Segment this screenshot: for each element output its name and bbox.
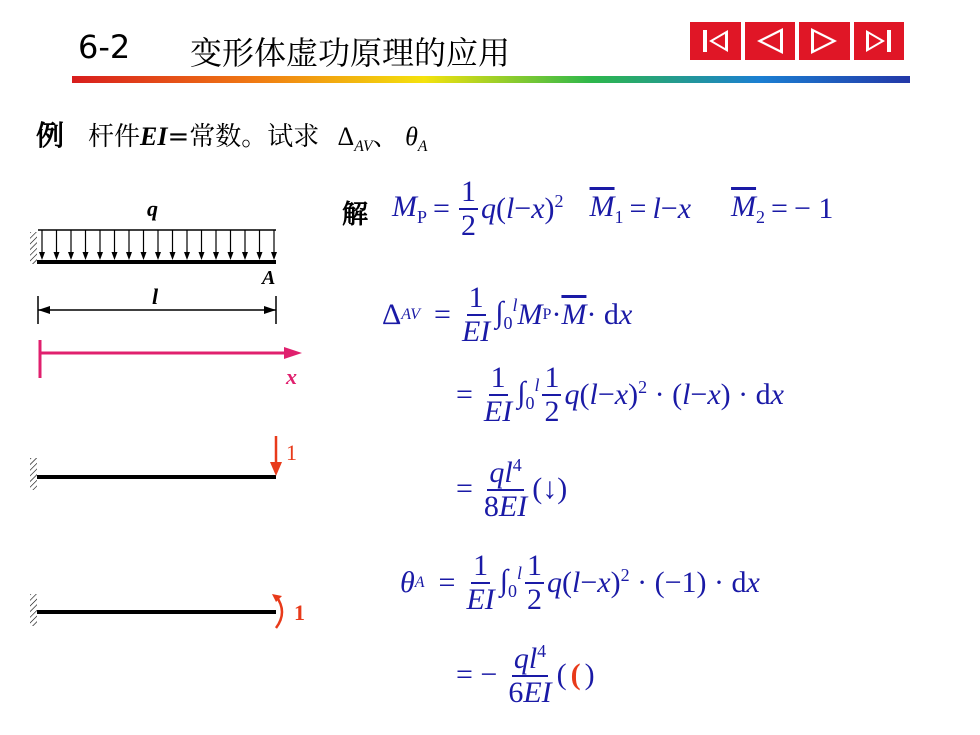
unit-moment-beam [30, 594, 305, 628]
load-arrow-head [242, 252, 248, 260]
slide-navigation [688, 20, 906, 62]
length-label: l [152, 284, 159, 309]
problem-targets: $\Delta_{AV}$、 $\theta_A$ [337, 122, 428, 156]
load-arrow-head [228, 252, 234, 260]
load-arrow-head [213, 252, 219, 260]
solution-label: 解 [342, 200, 369, 230]
load-arrow-head [271, 252, 277, 260]
next-page-button[interactable] [797, 20, 852, 62]
title-rule [72, 76, 910, 83]
problem-suffix: =常数。试求 [167, 122, 320, 152]
previous-page-icon [751, 26, 789, 56]
load-arrow-head [126, 252, 132, 260]
load-arrow-head [112, 252, 118, 260]
x-axis [40, 340, 302, 389]
beam-diagrams [22, 178, 322, 638]
load-arrow-head [257, 252, 263, 260]
unit-force-beam [30, 436, 297, 490]
first-page-button[interactable] [688, 20, 743, 62]
load-arrow-head [54, 252, 60, 260]
theta-a-equation: θ A = $\frac{1}{EI}$ $\int_0^l$ $\frac{1}{2}$ q ( l − x )$^2$ · (−1) · d x [400, 549, 760, 616]
last-page-button[interactable] [852, 20, 907, 62]
last-page-icon [860, 26, 898, 56]
unit-moment-label: 1 [294, 600, 305, 625]
load-arrow-head [199, 252, 205, 260]
section-number: 6-2 [78, 28, 131, 66]
theta-a-result: = − $\frac{ql^4}{6EI}$ ( ( ) [456, 641, 595, 709]
load-arrow-head [184, 252, 190, 260]
load-arrow-head [141, 252, 147, 260]
load-arrow-head [68, 252, 74, 260]
next-page-icon [805, 26, 843, 56]
delta-av-step: = $\frac{1}{EI}$ $\int_0^l$ $\frac{1}{2}$ q ( l − x )$^2$ · ( l − x ) · d x [456, 361, 784, 428]
load-arrow-head [97, 252, 103, 260]
load-arrow-head [155, 252, 161, 260]
first-page-icon [696, 26, 734, 56]
load-label: q [147, 196, 158, 221]
previous-page-button[interactable] [743, 20, 798, 62]
example-label: 例 [36, 119, 65, 152]
unit-force-label: 1 [286, 440, 297, 465]
delta-av-equation: Δ AV = $\frac{1}{EI}$ $\int_0^l$ M P · $\overline{M}$ · d x [382, 281, 633, 348]
problem-statement [88, 116, 427, 156]
section-title: 变形体虚功原理的应用 [190, 34, 511, 72]
load-arrow-head [83, 252, 89, 260]
loaded-beam [30, 196, 277, 324]
delta-av-result: = $\frac{ql^4}{8EI}$ (↓) [456, 455, 568, 523]
load-arrow-head [39, 252, 45, 260]
load-arrow-head [170, 252, 176, 260]
point-a-label: A [262, 267, 276, 289]
moment-equations: $M_P$ = $\frac{1}{2}$ q ( l − x )$^2$ $\overline{M}_1$ = l − x $\overline{M}_2$ = − 1 [392, 175, 834, 242]
problem-prefix: 杆件 [88, 122, 141, 152]
ei-symbol: EI [140, 122, 168, 151]
axis-x-label: x [286, 364, 297, 389]
